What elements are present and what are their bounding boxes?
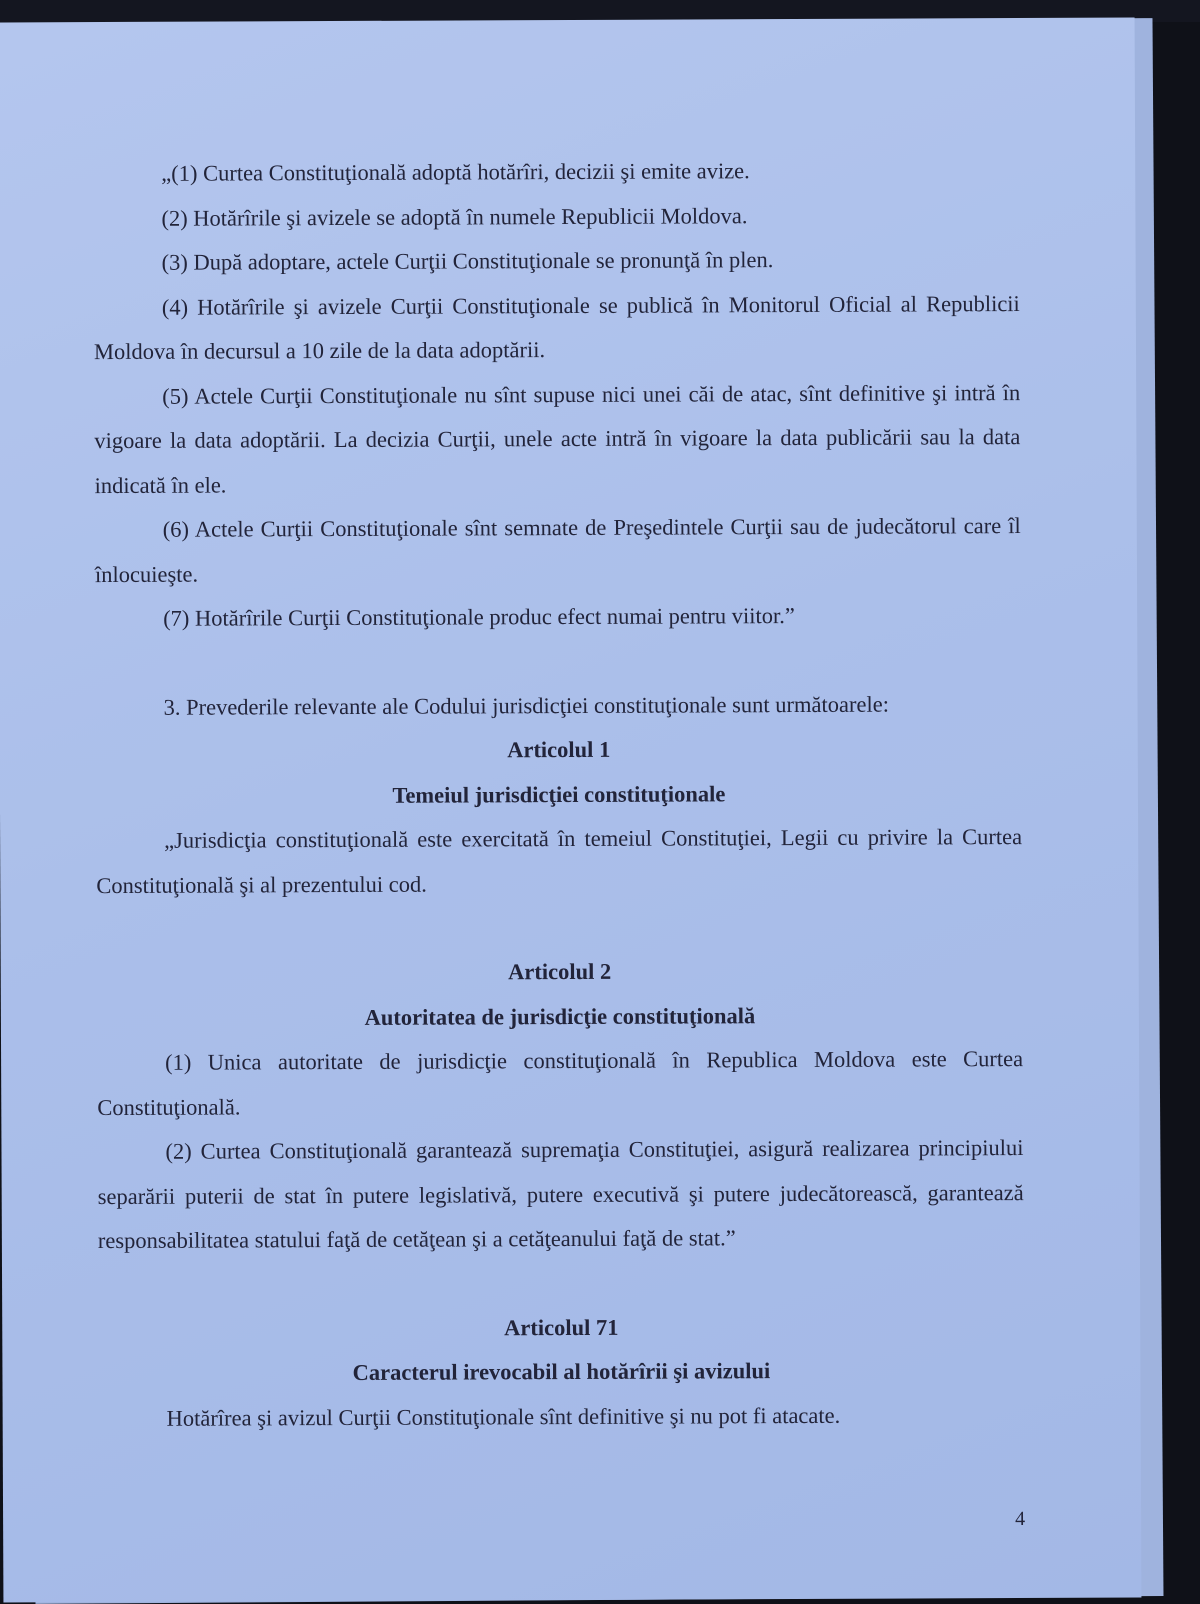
document-page [0, 18, 1141, 1603]
article-2-title: Autoritatea de jurisdicţie constituţională [364, 1002, 756, 1030]
document-body [93, 148, 1025, 1441]
paragraph-law-7: (7) Hotărîrile Curţii Constituţionale produc efect numai pentru viitor.” [163, 603, 795, 631]
paragraph-law-6: (6) Actele Curţii Constituţionale sînt semnate de Preşedintele Curţii sau de judecătorul care îl înlocuieşte. [94, 513, 1021, 587]
paragraph-law-5: (5) Actele Curţii Constituţionale nu sînt supuse nici unei căi de atac, sînt definitive şi intră în vigoare la data adoptării. La decizia Curţii, unele acte intră în vigoare la data publicării sau la data indicată în ele. [94, 379, 1021, 498]
article-1-title: Temeiul jurisdicţiei constituţionale [392, 780, 726, 808]
article-71-body: Hotărîrea şi avizul Curţii Constituţionale sînt definitive şi nu pot fi atacate. [166, 1402, 841, 1431]
article-1-heading: Articolul 1 [507, 736, 611, 763]
spacer [96, 904, 1022, 952]
page-number: 4 [1015, 1508, 1026, 1531]
paragraph-law-3: (3) După adoptare, actele Curţii Constituţionale se pronunţă în plen. [161, 247, 774, 275]
paragraph-law-4: (4) Hotărîrile şi avizele Curţii Constituţionale se publică în Monitorul Oficial al Republicii Moldova în decursul a 10 zile de la data adoptării. [93, 290, 1020, 365]
article-71-heading: Articolul 71 [504, 1314, 619, 1340]
paragraph-law-1: „(1) Curtea Constituţională adoptă hotărîri, decizii şi emite avize. [161, 158, 750, 186]
spacer [98, 1260, 1024, 1308]
article-71-title: Caracterul irevocabil al hotărîrii şi avizului [352, 1358, 771, 1385]
article-2-para-1: (1) Unica autoritate de jurisdicţie constituţională în Republica Moldova este Curtea Constituţională. [97, 1046, 1024, 1120]
article-2-heading: Articolul 2 [508, 958, 612, 985]
intro-code-paragraph: 3. Prevederile relevante ale Codului jurisdicţiei constituţionale sunt următoarele: [163, 691, 889, 720]
article-2-para-2: (2) Curtea Constituţională garantează supremaţia Constituţiei, asigură realizarea principiului separării puterii de stat în putere legislativă, putere executivă şi putere judecătorească, garantează responsabilitatea statului faţă de cetăţean şi a cetăţeanului faţă de stat.” [97, 1135, 1024, 1254]
paragraph-law-2: (2) Hotărîrile şi avizele se adoptă în numele Republicii Moldova. [161, 202, 748, 231]
spacer [95, 638, 1021, 686]
article-1-body: „Jurisdicţia constituţională este exercitată în temeiul Constituţiei, Legii cu privire la Curtea Constituţională şi al prezentului cod. [96, 824, 1023, 898]
